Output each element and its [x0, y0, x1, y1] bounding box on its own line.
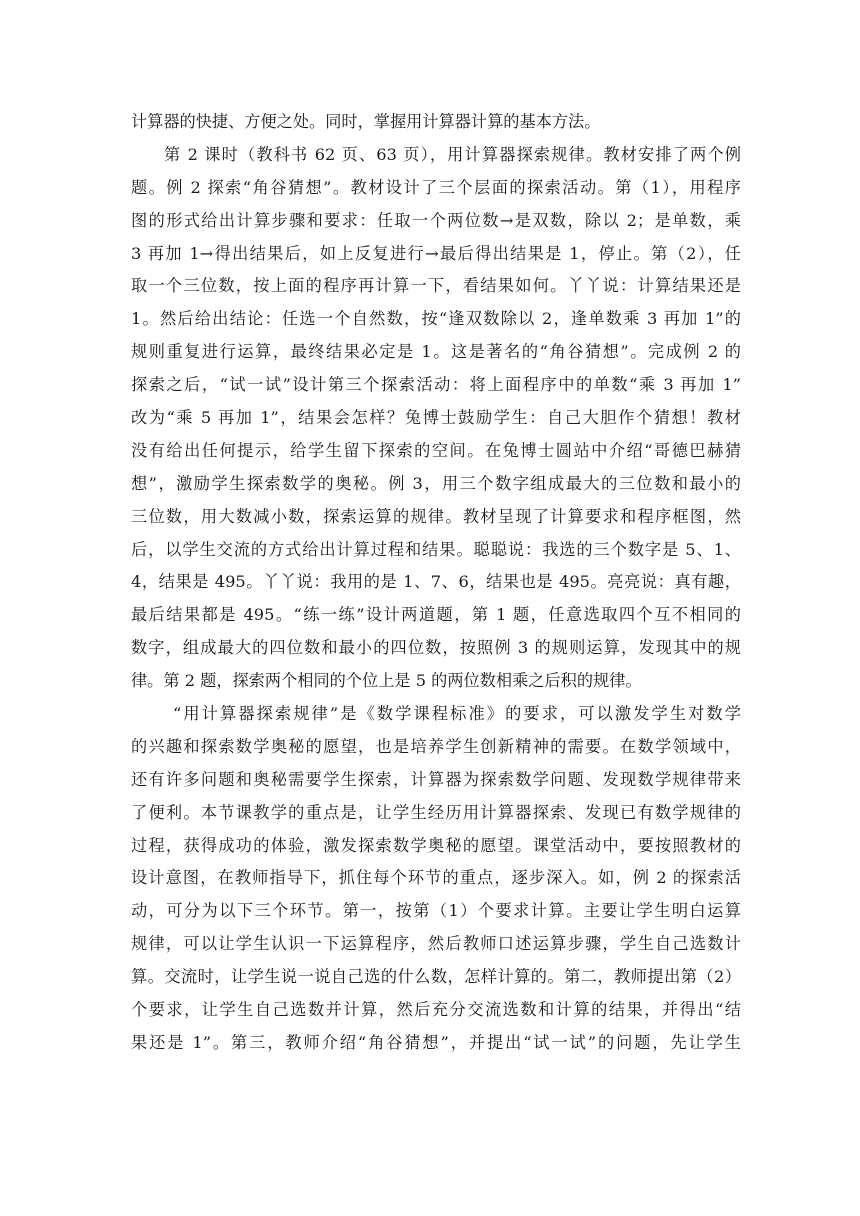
text-line: 设计意图，在教师指导下，抓住每个环节的重点，逐步深入。如，例 2 的探索活 — [131, 868, 741, 888]
text-line: 最后结果都是 495。“练一练”设计两道题，第 1 题，任意选取四个互不相同的 — [131, 605, 741, 625]
text-line: 三位数，用大数减小数，探索运算的规律。教材呈现了计算要求和程序框图，然 — [131, 506, 741, 526]
paragraph-1 — [131, 106, 741, 139]
text-line: 个要求，让学生自己选数并计算，然后充分交流选数和计算的结果，并得出“结 — [131, 1000, 741, 1020]
text-line: “用计算器探索规律”是《数学课程标准》的要求，可以激发学生对数学 — [173, 704, 741, 724]
text-line: 算。交流时，让学生说一说自己选的什么数，怎样计算的。第二，教师提出第（2） — [131, 967, 741, 987]
paragraph-3 — [131, 698, 741, 1060]
paragraph-2 — [131, 139, 741, 698]
text-line: 的兴趣和探索数学奥秘的愿望，也是培养学生创新精神的需要。在数学领域中， — [131, 736, 741, 756]
text-line: 动，可分为以下三个环节。第一，按第（1）个要求计算。主要让学生明白运算 — [131, 901, 741, 921]
text-line: 规则重复进行运算，最终结果必定是 1。这是著名的“角谷猜想”。完成例 2 的 — [131, 342, 741, 362]
text-line: 计算器的快捷、方便之处。同时，掌握用计算器计算的基本方法。 — [131, 112, 601, 131]
body-text — [131, 106, 741, 1060]
text-line: 图的形式给出计算步骤和要求：任取一个两位数→是双数，除以 2；是单数，乘 — [131, 210, 741, 230]
text-line: 4，结果是 495。丫丫说：我用的是 1、7、6，结果也是 495。亮亮说：真有趣， — [131, 572, 741, 592]
text-line: 规律，可以让学生认识一下运算程序，然后教师口述运算步骤，学生自己选数计 — [131, 934, 741, 954]
text-line: 取一个三位数，按上面的程序再计算一下，看结果如何。丫丫说：计算结果还是 — [131, 276, 741, 296]
text-line: 题。例 2 探索“角谷猜想”。教材设计了三个层面的探索活动。第（1），用程序 — [131, 177, 741, 197]
text-line: 改为“乘 5 再加 1”，结果会怎样？兔博士鼓励学生：自己大胆作个猜想！教材 — [131, 408, 741, 428]
text-line: 后，以学生交流的方式给出计算过程和结果。聪聪说：我选的三个数字是 5、1、 — [131, 539, 741, 559]
text-line: 3 再加 1→得出结果后，如上反复进行→最后得出结果是 1，停止。第（2），任 — [131, 243, 741, 263]
text-line: 过程，获得成功的体验，激发探索数学奥秘的愿望。课堂活动中，要按照教材的 — [131, 835, 741, 855]
text-line: 数字，组成最大的四位数和最小的四位数，按照例 3 的规则运算，发现其中的规 — [131, 638, 741, 658]
text-line: 还有许多问题和奥秘需要学生探索，计算器为探索数学问题、发现数学规律带来 — [131, 769, 741, 789]
text-line: 没有给出任何提示，给学生留下探索的空间。在兔博士圆站中介绍“哥德巴赫猜 — [131, 440, 741, 460]
text-line: 想”，激励学生探索数学的奥秘。例 3，用三个数字组成最大的三位数和最小的 — [131, 473, 741, 493]
text-line: 果还是 1”。第三，教师介绍“角谷猜想”，并提出“试一试”的问题，先让学生 — [131, 1032, 741, 1052]
text-line: 1。然后给出结论：任选一个自然数，按“逢双数除以 2，逢单数乘 3 再加 1”的 — [131, 309, 741, 329]
text-line: 了便利。本节课教学的重点是，让学生经历用计算器探索、发现已有数学规律的 — [131, 802, 741, 822]
text-line: 律。第 2 题，探索两个相同的个位上是 5 的两位数相乘之后积的规律。 — [131, 671, 642, 691]
text-line: 探索之后，“试一试”设计第三个探索活动：将上面程序中的单数“乘 3 再加 1” — [131, 375, 741, 395]
text-line: 第 2 课时（教科书 62 页、63 页），用计算器探索规律。教材安排了两个例 — [164, 144, 741, 164]
